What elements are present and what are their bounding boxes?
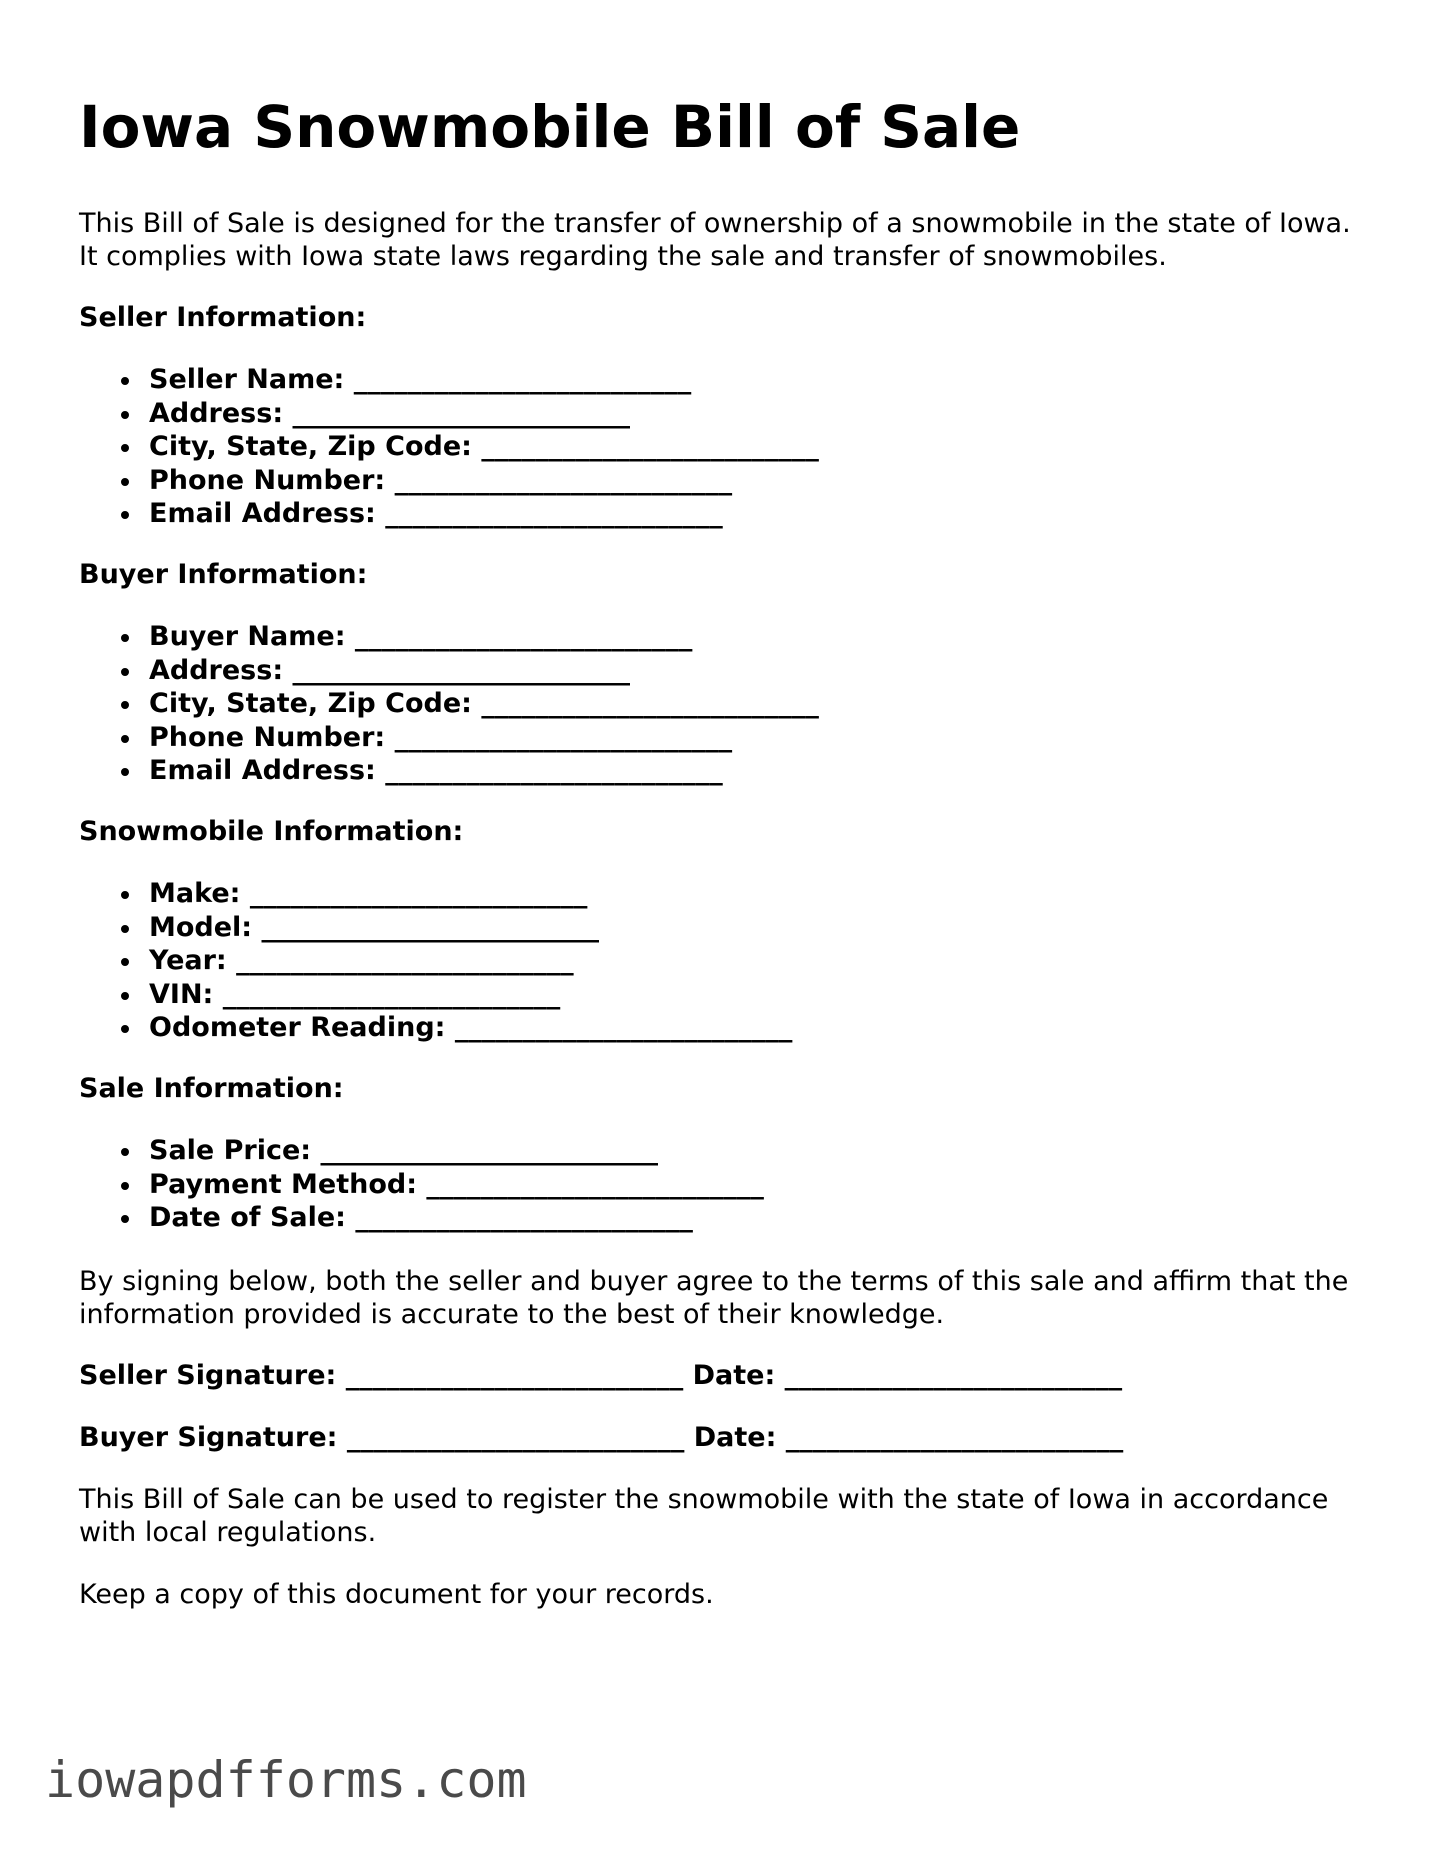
registration-note: This Bill of Sale can be used to register the snowmobile with the state of Iowa in accordance with local regulations.	[79, 1484, 1329, 1548]
site-watermark: iowapdfforms.com	[45, 1751, 527, 1809]
seller-field-list	[79, 363, 819, 531]
buyer-signature-line[interactable]: Buyer Signature: _________________________ Date: _________________________	[79, 1422, 1124, 1453]
year-field[interactable]: Year: _________________________	[79, 944, 792, 978]
snowmobile-section-heading: Snowmobile Information:	[79, 816, 464, 847]
seller-address-field[interactable]: Address: _________________________	[79, 397, 819, 431]
make-field[interactable]: Make: _________________________	[79, 877, 792, 911]
buyer-section-heading: Buyer Information:	[79, 559, 368, 590]
sale-field-list	[79, 1134, 764, 1235]
date-of-sale-field[interactable]: Date of Sale: _________________________	[79, 1201, 764, 1235]
model-field[interactable]: Model: _________________________	[79, 911, 792, 945]
buyer-city-state-zip-field[interactable]: City, State, Zip Code: _________________________	[79, 687, 819, 721]
sale-price-field[interactable]: Sale Price: _________________________	[79, 1134, 764, 1168]
buyer-address-field[interactable]: Address: _________________________	[79, 654, 819, 688]
intro-paragraph: This Bill of Sale is designed for the transfer of ownership of a snowmobile in the state of Iowa. It complies with Iowa state laws regarding the sale and transfer of snowmobiles.	[79, 208, 1351, 272]
payment-method-field[interactable]: Payment Method: _________________________	[79, 1168, 764, 1202]
sale-section-heading: Sale Information:	[79, 1073, 344, 1104]
records-note: Keep a copy of this document for your records.	[79, 1579, 714, 1610]
vin-field[interactable]: VIN: _________________________	[79, 978, 792, 1012]
buyer-email-field[interactable]: Email Address: _________________________	[79, 754, 819, 788]
seller-email-field[interactable]: Email Address: _________________________	[79, 497, 819, 531]
snowmobile-field-list	[79, 877, 792, 1045]
seller-phone-field[interactable]: Phone Number: _________________________	[79, 464, 819, 498]
buyer-name-field[interactable]: Buyer Name: _________________________	[79, 620, 819, 654]
seller-name-field[interactable]: Seller Name: _________________________	[79, 363, 819, 397]
odometer-reading-field[interactable]: Odometer Reading: _________________________	[79, 1011, 792, 1045]
buyer-phone-field[interactable]: Phone Number: _________________________	[79, 721, 819, 755]
agreement-paragraph: By signing below, both the seller and buyer agree to the terms of this sale and affirm that the information provided is accurate to the best of their knowledge.	[79, 1266, 1349, 1330]
seller-city-state-zip-field[interactable]: City, State, Zip Code: _________________________	[79, 430, 819, 464]
seller-section-heading: Seller Information:	[79, 302, 367, 333]
document-title: Iowa Snowmobile Bill of Sale	[79, 93, 1021, 161]
buyer-field-list	[79, 620, 819, 788]
seller-signature-line[interactable]: Seller Signature: _________________________ Date: _________________________	[79, 1360, 1123, 1391]
